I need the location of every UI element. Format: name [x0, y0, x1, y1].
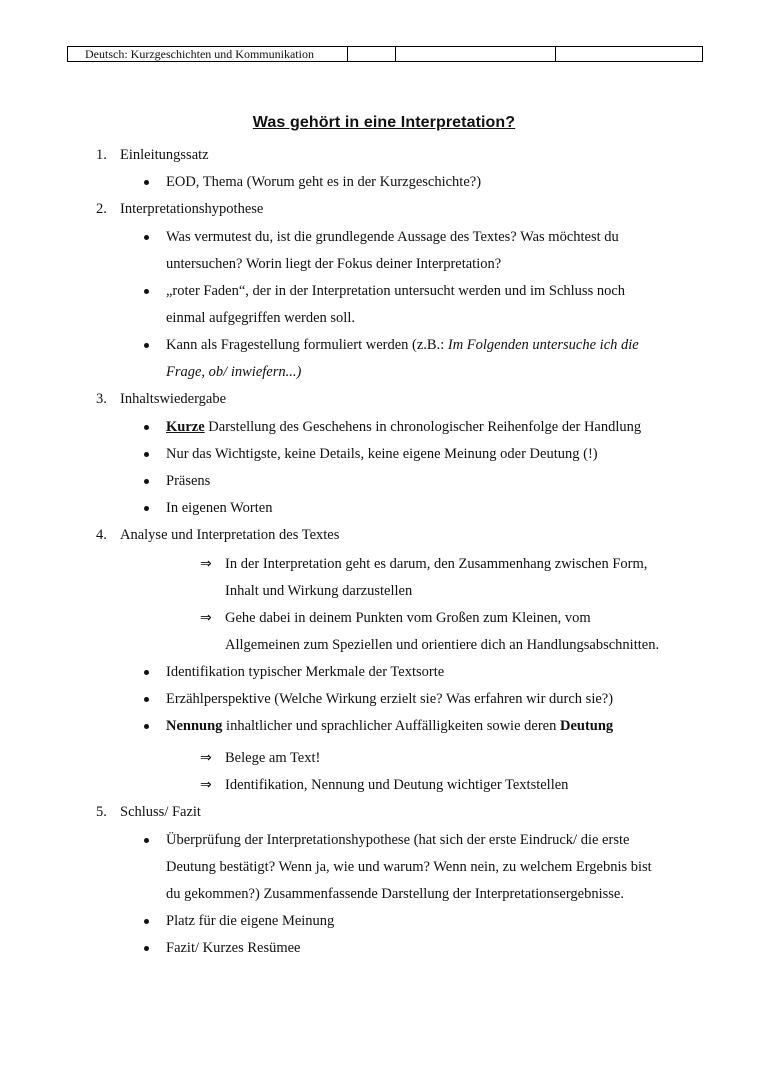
bullet-icon	[144, 919, 149, 924]
s2-bullet-3-italic-2: Frage, ob/ inwiefern...)	[166, 364, 302, 380]
bullet-icon	[144, 724, 149, 729]
s1-bullet-1: EOD, Thema (Worum geht es in der Kurzgeschichte?)	[166, 174, 482, 190]
bullet-icon	[144, 479, 149, 484]
s2-bullet-3-italic: Im Folgenden untersuche ich die	[447, 337, 639, 353]
section-3-heading: Inhaltswiedergabe	[120, 391, 227, 407]
section-4-heading: Analyse und Interpretation des Textes	[120, 527, 340, 543]
s3-bullet-3: Präsens	[166, 473, 211, 489]
s4-bullet-2: Erzählperspektive (Welche Wirkung erzielt sie? Was erfahren wir durch sie?)	[166, 691, 614, 707]
s4-bullet-3	[166, 717, 613, 735]
s3-bullet-4: In eigenen Worten	[166, 500, 273, 516]
s4-bullet-1: Identifikation typischer Merkmale der Textsorte	[166, 664, 445, 680]
section-1-number: 1.	[96, 147, 107, 163]
section-3-number: 3.	[96, 391, 107, 407]
bullet-icon	[144, 697, 149, 702]
s2-bullet-1-line-1: Was vermutest du, ist die grundlegende Aussage des Textes? Was möchtest du	[166, 229, 619, 245]
bullet-icon	[144, 838, 149, 843]
s3-bullet-1	[166, 418, 641, 436]
s5-bullet-1-line-3: du gekommen?) Zusammenfassende Darstellung der Interpretationsergebnisse.	[166, 886, 624, 902]
header-cell-subject: Deutsch: Kurzgeschichten und Kommunikation	[68, 47, 348, 62]
bullet-icon	[144, 670, 149, 675]
section-5-number: 5.	[96, 804, 107, 820]
s5-bullet-1-line-2: Deutung bestätigt? Wenn ja, wie und warum? Wenn nein, zu welchem Ergebnis bist	[166, 859, 652, 875]
s2-bullet-2-line-2: einmal aufgegriffen werden soll.	[166, 310, 355, 326]
bullet-icon	[144, 506, 149, 511]
arrow-right-icon: ⇒	[200, 610, 212, 626]
s4-arrow-1-line-2: Inhalt und Wirkung darzustellen	[225, 583, 413, 599]
s5-bullet-3: Fazit/ Kurzes Resümee	[166, 940, 301, 956]
s4-arrow-2-line-2: Allgemeinen zum Speziellen und orientiere dich an Handlungsabschnitten.	[225, 637, 660, 653]
s3-bullet-1-bold: Kurze	[166, 419, 205, 435]
s4-arrow-3: Belege am Text!	[225, 750, 321, 766]
bullet-icon	[144, 946, 149, 951]
s4-bullet-3-bold-1: Nennung	[166, 718, 223, 734]
arrow-right-icon: ⇒	[200, 556, 212, 572]
s3-bullet-1-text: Darstellung des Geschehens in chronologischer Reihenfolge der Handlung	[204, 419, 642, 435]
s4-arrow-1-line-1: In der Interpretation geht es darum, den Zusammenhang zwischen Form,	[225, 556, 648, 572]
s4-arrow-2-line-1: Gehe dabei in deinem Punkten vom Großen zum Kleinen, vom	[225, 610, 591, 626]
s5-bullet-1-line-1: Überprüfung der Interpretationshypothese (hat sich der erste Eindruck/ die erste	[166, 832, 630, 848]
s2-bullet-3-line-2	[166, 363, 301, 381]
bullet-icon	[144, 425, 149, 430]
header-cell-empty-1	[348, 47, 396, 62]
bullet-icon	[144, 452, 149, 457]
header-row	[68, 47, 703, 62]
section-5-heading: Schluss/ Fazit	[120, 804, 201, 820]
bullet-icon	[144, 289, 149, 294]
s2-bullet-3-line-1	[166, 336, 639, 354]
s4-bullet-3-text: inhaltlicher und sprachlicher Auffälligkeiten sowie deren	[222, 718, 560, 734]
s5-bullet-2: Platz für die eigene Meinung	[166, 913, 335, 929]
section-4-number: 4.	[96, 527, 107, 543]
s2-bullet-3-text: Kann als Fragestellung formuliert werden (z.B.:	[166, 337, 448, 353]
s2-bullet-1-line-2: untersuchen? Worin liegt der Fokus deiner Interpretation?	[166, 256, 502, 272]
bullet-icon	[144, 343, 149, 348]
bullet-icon	[144, 235, 149, 240]
arrow-right-icon: ⇒	[200, 777, 212, 793]
s2-bullet-2-line-1: „roter Faden“, der in der Interpretation untersucht werden und im Schluss noch	[166, 283, 626, 299]
section-2-number: 2.	[96, 201, 107, 217]
header-table	[67, 46, 703, 62]
bullet-icon	[144, 180, 149, 185]
section-1-heading: Einleitungssatz	[120, 147, 209, 163]
section-2-heading: Interpretationshypothese	[120, 201, 264, 217]
s4-bullet-3-bold-2: Deutung	[559, 718, 614, 734]
s3-bullet-2: Nur das Wichtigste, keine Details, keine eigene Meinung oder Deutung (!)	[166, 446, 598, 462]
header-cell-empty-2	[396, 47, 556, 62]
arrow-right-icon: ⇒	[200, 750, 212, 766]
page-title: Was gehört in eine Interpretation?	[252, 114, 516, 131]
s4-arrow-4: Identifikation, Nennung und Deutung wichtiger Textstellen	[225, 777, 569, 793]
header-cell-empty-3	[556, 47, 703, 62]
